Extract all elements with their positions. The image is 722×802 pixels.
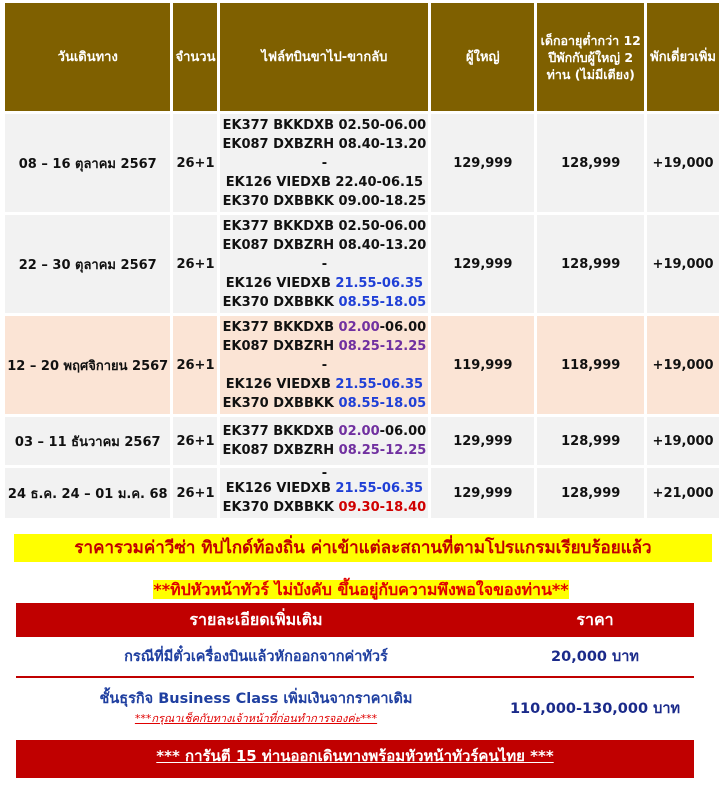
row-single-price: +19,000 (647, 114, 719, 212)
flight-code: EK087 DXBZRH (222, 237, 339, 253)
header-adult: ผู้ใหญ่ (431, 3, 534, 111)
flight-code: EK370 DXBBKK (222, 500, 339, 515)
flight-time: 02.50-06.00 (338, 117, 427, 133)
table-header-row (5, 3, 719, 111)
flight-code: EK126 VIEDXB (225, 376, 336, 392)
row-adult-price: 129,999 (431, 215, 534, 313)
header-single: พักเดี่ยวเพิ่ม (647, 3, 719, 111)
flight-time: 02.00 (338, 319, 380, 335)
price-table (2, 0, 722, 521)
flight-time: 02.50-06.00 (338, 218, 427, 234)
flight-time: 09.00-18.25 (338, 193, 427, 209)
flight-separator: - (321, 155, 328, 171)
details-row-note: ***กรุณาเช็คกับทางเจ้าหน้าที่ก่อนทำการจองค่ะ*** (134, 712, 378, 725)
flight-code: EK087 DXBZRH (222, 338, 339, 354)
flight-time: 08.55-18.05 (338, 294, 427, 310)
flight-code: EK087 DXBZRH (222, 136, 339, 152)
flight-code: EK377 BKKDXB (222, 424, 339, 439)
details-row-price: 110,000-130,000 บาท (509, 701, 681, 717)
flight-time: 22.40-06.15 (335, 174, 424, 190)
flight-time: 08.55-18.05 (338, 395, 427, 411)
row-single-price: +21,000 (647, 468, 719, 518)
flight-separator: - (321, 466, 328, 481)
flight-time: 08.25-12.25 (338, 338, 427, 354)
inclusion-notice: ราคารวมค่าวีซ่า ทิปไกด์ท้องถิ่น ค่าเข้าแต่ละสถานที่ตามโปรแกรมเรียบร้อยแล้ว (14, 534, 712, 562)
row-flights (220, 215, 428, 313)
row-child-price: 118,999 (537, 316, 644, 414)
flight-code: EK370 DXBBKK (222, 193, 339, 209)
flight-separator: - (321, 357, 328, 373)
row-child-price: 128,999 (537, 468, 644, 518)
row-flights (220, 417, 428, 465)
row-single-price: +19,000 (647, 215, 719, 313)
row-adult-price: 129,999 (431, 417, 534, 465)
flight-code: EK087 DXBZRH (222, 443, 339, 458)
row-single-price: +19,000 (647, 316, 719, 414)
flight-time: 08.40-13.20 (338, 237, 427, 253)
table-row (5, 114, 719, 212)
details-header (16, 603, 694, 637)
flight-code: EK126 VIEDXB (225, 275, 336, 291)
details-row-label: กรณีที่มีตั๋วเครื่องบินแล้วหักออกจากค่าทัวร์ (124, 649, 388, 665)
table-row (5, 468, 719, 518)
flight-code: EK370 DXBBKK (222, 395, 339, 411)
tip-notice (0, 578, 722, 603)
row-flights (220, 468, 428, 518)
guarantee-banner (16, 740, 694, 778)
row-flights (220, 114, 428, 212)
row-adult-price: 129,999 (431, 468, 534, 518)
flight-time: 08.40-13.20 (338, 136, 427, 152)
divider (16, 676, 694, 678)
flight-code: EK377 BKKDXB (222, 319, 339, 335)
flight-code: EK377 BKKDXB (222, 218, 339, 234)
details-row-label: ชั้นธุรกิจ Business Class เพิ่มเงินจากราคาเดิม (99, 691, 413, 707)
row-flights (220, 316, 428, 414)
table-row (5, 215, 719, 313)
details-row-business (16, 683, 694, 733)
row-child-price: 128,999 (537, 215, 644, 313)
row-date: 03 – 11 ธันวาคม 2567 (5, 417, 170, 465)
details-row-ticket (16, 640, 694, 674)
flight-time: -06.00 (379, 319, 427, 335)
row-child-price: 128,999 (537, 114, 644, 212)
details-header-price: ราคา (576, 610, 614, 629)
row-count: 26+1 (173, 114, 217, 212)
header-child: เด็กอายุต่ำกว่า 12 ปีพักกับผู้ใหญ่ 2 ท่าน (ไม่มีเตียง) (537, 3, 644, 111)
row-date: 24 ธ.ค. 24 – 01 ม.ค. 68 (5, 468, 170, 518)
header-flights: ไฟล์ทบินขาไป-ขากลับ (220, 3, 428, 111)
row-adult-price: 129,999 (431, 114, 534, 212)
flight-time: 21.55-06.35 (335, 481, 424, 496)
flight-code: EK377 BKKDXB (222, 117, 339, 133)
row-count: 26+1 (173, 316, 217, 414)
row-adult-price: 119,999 (431, 316, 534, 414)
header-date: วันเดินทาง (5, 3, 170, 111)
flight-code: EK126 VIEDXB (225, 174, 336, 190)
row-count: 26+1 (173, 417, 217, 465)
row-date: 22 – 30 ตุลาคม 2567 (5, 215, 170, 313)
guarantee-text: *** การันตี 15 ท่านออกเดินทางพร้อมหัวหน้าทัวร์คนไทย *** (156, 747, 554, 765)
flight-code: EK370 DXBBKK (222, 294, 339, 310)
table-row (5, 316, 719, 414)
flight-time: 21.55-06.35 (335, 275, 424, 291)
tip-notice-text: **ทิปหัวหน้าทัวร์ ไม่บังคับ ขึ้นอยู่กับความพึงพอใจของท่าน** (153, 580, 569, 599)
flight-time: 02.00 (338, 424, 380, 439)
row-child-price: 128,999 (537, 417, 644, 465)
details-row-price: 20,000 บาท (551, 649, 639, 665)
flight-time: -06.00 (379, 424, 427, 439)
header-count: จำนวน (173, 3, 217, 111)
row-date: 12 – 20 พฤศจิกายน 2567 (5, 316, 170, 414)
row-single-price: +19,000 (647, 417, 719, 465)
flight-time: 08.25-12.25 (338, 443, 427, 458)
flight-separator: - (321, 256, 328, 272)
row-count: 26+1 (173, 468, 217, 518)
row-date: 08 – 16 ตุลาคม 2567 (5, 114, 170, 212)
table-row (5, 417, 719, 465)
row-count: 26+1 (173, 215, 217, 313)
flight-code: EK126 VIEDXB (225, 481, 336, 496)
details-header-label: รายละเอียดเพิ่มเติม (189, 610, 323, 629)
flight-time: 21.55-06.35 (335, 376, 424, 392)
flight-time: 09.30-18.40 (338, 500, 427, 515)
